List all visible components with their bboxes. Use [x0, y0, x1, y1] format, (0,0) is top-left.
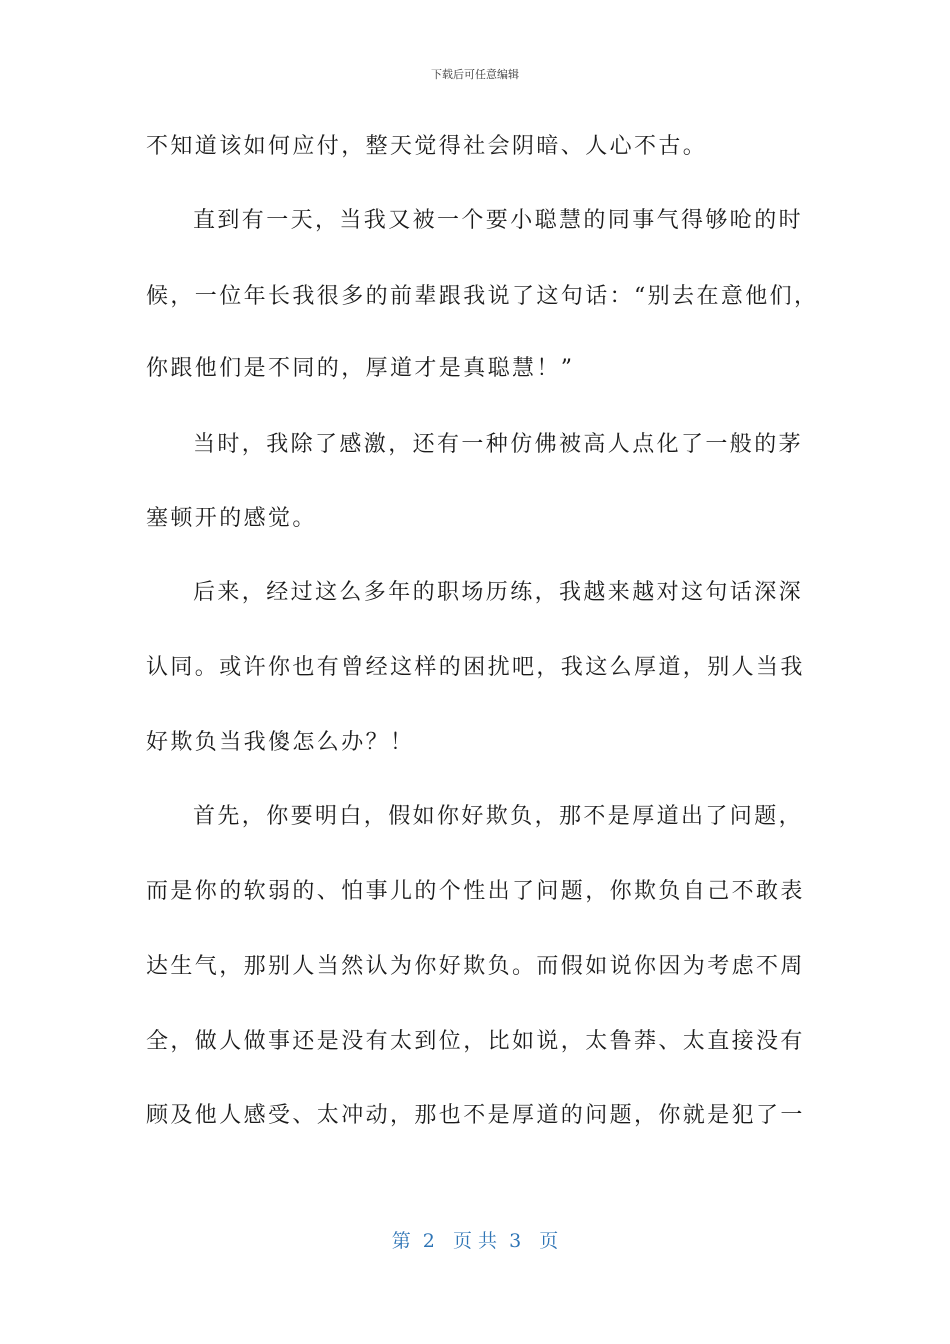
text-line: 候，一位年长我很多的前辈跟我说了这句话：“别去在意他们， — [146, 284, 819, 309]
text-line: 当时，我除了感激，还有一种仿佛被高人点化了一般的茅 — [193, 432, 804, 457]
text-line: 塞顿开的感觉。 — [146, 506, 317, 531]
text-line: 后来，经过这么多年的职场历练，我越来越对这句话深深 — [193, 580, 804, 605]
text-line: 好欺负当我傻怎么办？！ — [146, 730, 415, 755]
text-line: 你跟他们是不同的，厚道才是真聪慧！” — [146, 356, 575, 381]
text-line: 全，做人做事还是没有太到位，比如说，太鲁莽、太直接没有 — [146, 1029, 805, 1054]
text-line: 不知道该如何应付，整天觉得社会阴暗、人心不古。 — [146, 134, 708, 159]
text-line: 达生气，那别人当然认为你好欺负。而假如说你因为考虑不周 — [146, 954, 805, 979]
page-number-footer: 第 2 页 共 3 页 — [391, 1230, 559, 1252]
page-header: 下载后可任意编辑 — [431, 68, 519, 81]
text-line: 顾及他人感受、太冲动，那也不是厚道的问题，你就是犯了一 — [146, 1103, 805, 1128]
text-line: 首先，你要明白，假如你好欺负，那不是厚道出了问题， — [193, 804, 804, 829]
text-line: 直到有一天，当我又被一个要小聪慧的同事气得够呛的时 — [193, 208, 804, 233]
text-line: 而是你的软弱的、怕事儿的个性出了问题，你欺负自己不敢表 — [146, 879, 805, 904]
text-line: 认同。或许你也有曾经这样的困扰吧，我这么厚道，别人当我 — [146, 655, 805, 680]
